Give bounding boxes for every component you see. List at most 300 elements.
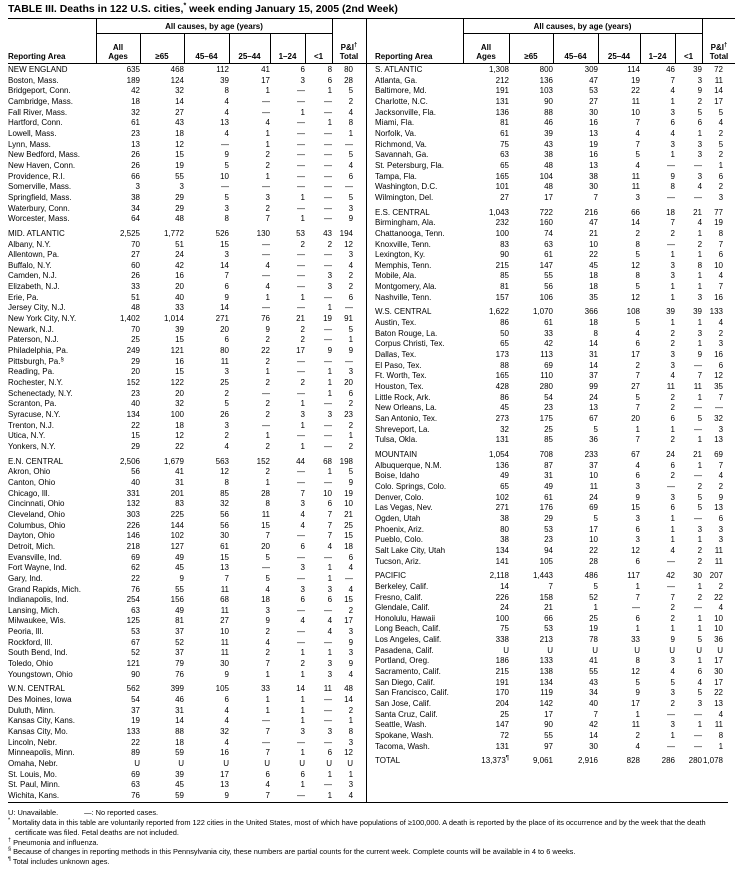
reporting-area-cell: Albany, N.Y. bbox=[8, 239, 51, 249]
value-cell: 38 bbox=[589, 171, 598, 181]
value-cell: 10 bbox=[714, 613, 724, 623]
value-cell: 6 bbox=[670, 118, 675, 128]
reporting-area-cell: Providence, R.I. bbox=[8, 171, 65, 181]
footnote-section bbox=[8, 847, 728, 857]
value-cell: 20 bbox=[175, 388, 184, 398]
value-cell: 3 bbox=[224, 420, 229, 430]
value-cell: 6 bbox=[670, 414, 675, 423]
value-cell: 11 bbox=[714, 75, 724, 85]
value-cell: 67 bbox=[631, 449, 640, 459]
value-cell: 11 bbox=[323, 684, 333, 694]
reporting-area-cell: Kansas City, Mo. bbox=[8, 727, 68, 737]
value-cell: 16 bbox=[220, 748, 229, 758]
value-cell: 61 bbox=[544, 250, 553, 260]
value-cell: 24 bbox=[589, 392, 598, 402]
value-cell: — bbox=[324, 96, 333, 106]
value-cell: 141 bbox=[495, 556, 509, 566]
all-ages-line2: Ages bbox=[476, 52, 496, 61]
value-cell: 32 bbox=[175, 86, 184, 96]
reporting-area-cell: New Bedford, Mass. bbox=[8, 150, 81, 160]
value-cell: 1 bbox=[327, 118, 333, 128]
value-cell: — bbox=[694, 603, 703, 613]
value-cell: 2 bbox=[670, 699, 675, 709]
value-cell: 11 bbox=[631, 96, 640, 106]
city-row bbox=[367, 425, 735, 436]
city-row bbox=[367, 118, 735, 129]
value-cell: 7 bbox=[670, 592, 675, 602]
value-cell: 43 bbox=[323, 228, 333, 238]
pi-label: P&I bbox=[340, 43, 355, 52]
value-cell: 1 bbox=[300, 669, 305, 679]
value-cell: 1 bbox=[348, 769, 354, 779]
value-cell: 23 bbox=[344, 410, 354, 419]
col-header-under-1: <1 bbox=[675, 34, 702, 64]
value-cell: 1 bbox=[327, 378, 333, 388]
city-row bbox=[367, 172, 735, 183]
city-row bbox=[367, 699, 735, 710]
value-cell: 28 bbox=[261, 488, 270, 498]
reporting-area-cell: Milwaukee, Wis. bbox=[8, 616, 66, 626]
value-cell: 3 bbox=[348, 203, 354, 213]
value-cell: 9 bbox=[179, 573, 184, 583]
value-cell: — bbox=[324, 260, 333, 270]
city-row bbox=[8, 695, 366, 706]
value-cell: 127 bbox=[170, 541, 184, 551]
city-row bbox=[367, 350, 735, 361]
value-cell: — bbox=[324, 477, 333, 487]
value-cell: — bbox=[297, 260, 305, 270]
reporting-area-cell: Charlotte, N.C. bbox=[375, 96, 428, 106]
value-cell: 76 bbox=[175, 669, 184, 679]
value-cell: 25 bbox=[344, 520, 354, 530]
footnote-pilcrow bbox=[8, 857, 728, 867]
col-header-all-ages bbox=[463, 34, 509, 64]
value-cell: 69 bbox=[714, 449, 724, 459]
value-cell: 31 bbox=[589, 350, 598, 360]
city-row bbox=[367, 435, 735, 446]
value-cell: 8 bbox=[348, 727, 354, 737]
value-cell: 5 bbox=[697, 414, 703, 423]
value-cell: 100 bbox=[495, 228, 509, 238]
city-row bbox=[367, 140, 735, 151]
value-cell: 1 bbox=[697, 581, 703, 591]
value-cell: 5 bbox=[265, 573, 270, 583]
value-cell: 14 bbox=[714, 86, 724, 96]
reporting-area-cell: Lansing, Mich. bbox=[8, 605, 60, 615]
value-cell: 1 bbox=[300, 292, 305, 302]
value-cell: 2 bbox=[265, 399, 270, 409]
value-cell: 3 bbox=[697, 171, 703, 181]
value-cell: 5 bbox=[697, 635, 703, 645]
value-cell: 18 bbox=[131, 96, 140, 106]
value-cell: 61 bbox=[220, 541, 229, 551]
reporting-area-cell: Elizabeth, N.J. bbox=[8, 282, 60, 292]
value-cell: 48 bbox=[544, 160, 553, 170]
value-cell: 273 bbox=[495, 414, 509, 423]
value-cell: 2 bbox=[718, 150, 724, 160]
value-cell: 15 bbox=[175, 335, 184, 345]
value-cell: 271 bbox=[495, 503, 509, 513]
value-cell: 52 bbox=[131, 648, 140, 658]
value-cell: 41 bbox=[589, 656, 598, 666]
value-cell: 40 bbox=[131, 399, 140, 409]
value-cell: 15 bbox=[175, 150, 184, 160]
value-cell: 46 bbox=[666, 65, 675, 74]
footnote-dagger bbox=[8, 838, 728, 848]
legend-no-cases: —: No reported cases. bbox=[84, 807, 159, 817]
value-cell: 4 bbox=[697, 677, 703, 687]
value-cell: 38 bbox=[500, 535, 509, 545]
value-cell: 131 bbox=[495, 741, 509, 751]
reporting-area-cell: St. Louis, Mo. bbox=[8, 769, 57, 779]
value-cell: 19 bbox=[323, 314, 333, 324]
value-cell: 61 bbox=[500, 128, 509, 138]
city-row bbox=[367, 108, 735, 119]
value-cell: — bbox=[297, 203, 305, 213]
value-cell: — bbox=[324, 250, 333, 260]
value-cell: 56 bbox=[544, 282, 553, 292]
value-cell: 40 bbox=[131, 477, 140, 487]
value-cell: 2 bbox=[697, 545, 703, 555]
reporting-area-cell: St. Petersburg, Fla. bbox=[375, 160, 444, 170]
value-cell: — bbox=[262, 303, 270, 313]
value-cell: 3 bbox=[697, 139, 703, 149]
city-row bbox=[8, 648, 366, 659]
value-cell: 1 bbox=[697, 656, 703, 666]
value-cell: 1,308 bbox=[488, 65, 509, 74]
value-cell: 17 bbox=[714, 677, 724, 687]
value-cell: 4 bbox=[348, 107, 354, 117]
reporting-area-cell: Long Beach, Calif. bbox=[375, 624, 441, 634]
value-cell: — bbox=[262, 107, 270, 117]
value-cell: 22 bbox=[631, 86, 640, 96]
value-cell: 3 bbox=[718, 424, 724, 434]
value-cell: 146 bbox=[126, 531, 140, 541]
value-cell: 83 bbox=[500, 239, 509, 249]
value-cell: 80 bbox=[500, 524, 509, 534]
value-cell: 13 bbox=[220, 780, 229, 790]
value-cell: 3 bbox=[697, 292, 703, 302]
reporting-area-cell: Baton Rouge, La. bbox=[375, 328, 438, 338]
value-cell: — bbox=[694, 731, 703, 741]
value-cell: 3 bbox=[265, 192, 270, 202]
value-cell: 10 bbox=[323, 488, 333, 498]
value-cell: 39 bbox=[175, 324, 184, 334]
value-cell: 25 bbox=[589, 613, 598, 623]
reporting-area-cell: Miami, Fla. bbox=[375, 118, 415, 128]
value-cell: 2 bbox=[300, 324, 305, 334]
city-row bbox=[367, 229, 735, 240]
value-cell: 2,506 bbox=[119, 456, 140, 466]
value-cell: 48 bbox=[344, 684, 354, 694]
value-cell: 286 bbox=[661, 756, 675, 766]
region-row bbox=[367, 567, 735, 582]
footnote-text: Because of changes in reporting methods in this Pennsylvania city, these numbers are partial counts for the current week. Complete counts will be available in 4 to 6 weeks. bbox=[13, 847, 576, 857]
reporting-area-cell: Trenton, N.J. bbox=[8, 420, 54, 430]
city-row bbox=[8, 76, 366, 87]
value-cell: 1 bbox=[327, 303, 333, 313]
value-cell: 1 bbox=[697, 613, 703, 623]
value-cell: 11 bbox=[220, 356, 229, 366]
reporting-area-cell: Chicago, Ill. bbox=[8, 488, 50, 498]
value-cell: 1,078 bbox=[702, 756, 724, 766]
value-cell: 12 bbox=[631, 545, 640, 555]
value-cell: 1 bbox=[327, 563, 333, 573]
title-text-continued: week ending January 15, 2005 (2nd Week) bbox=[186, 3, 398, 15]
reporting-area-cell: Tulsa, Okla. bbox=[375, 435, 418, 445]
right-table bbox=[367, 18, 735, 767]
reporting-area-cell: Waterbury, Conn. bbox=[8, 203, 70, 213]
value-cell: 9 bbox=[670, 635, 675, 645]
value-cell: 176 bbox=[539, 503, 553, 513]
value-cell: 102 bbox=[495, 492, 509, 502]
value-cell: 20 bbox=[175, 282, 184, 292]
value-cell: 204 bbox=[495, 699, 509, 709]
value-cell: 11 bbox=[714, 545, 724, 555]
value-cell: 4 bbox=[300, 509, 305, 519]
value-cell: 66 bbox=[131, 171, 140, 181]
value-cell: 49 bbox=[175, 605, 184, 615]
value-cell: 78 bbox=[589, 635, 598, 645]
value-cell: 13 bbox=[589, 128, 598, 138]
value-cell: U bbox=[669, 645, 675, 655]
value-cell: 3 bbox=[327, 271, 333, 281]
value-cell: 1 bbox=[697, 318, 703, 328]
value-cell: 12 bbox=[631, 260, 640, 270]
value-cell: — bbox=[694, 741, 703, 751]
value-cell: 9 bbox=[697, 86, 703, 96]
reporting-area-cell: Paterson, N.J. bbox=[8, 335, 59, 345]
city-row bbox=[8, 478, 366, 489]
value-cell: U bbox=[326, 759, 333, 768]
footnote-marker: § bbox=[8, 846, 12, 853]
reporting-area-cell: Fall River, Mass. bbox=[8, 107, 68, 117]
value-cell: 3 bbox=[697, 75, 703, 85]
value-cell: 4 bbox=[224, 128, 229, 138]
city-row bbox=[8, 204, 366, 215]
city-row bbox=[367, 635, 735, 646]
value-cell: — bbox=[694, 471, 703, 481]
value-cell: 8 bbox=[635, 239, 640, 249]
reporting-area-cell: Fresno, Calif. bbox=[375, 592, 423, 602]
value-cell: 114 bbox=[627, 65, 640, 74]
value-cell: 53 bbox=[589, 86, 598, 96]
value-cell: 2 bbox=[348, 705, 354, 715]
value-cell: 2 bbox=[670, 228, 675, 238]
city-row bbox=[8, 553, 366, 564]
reporting-area-cell: Kansas City, Kans. bbox=[8, 716, 75, 726]
col-header-reporting-area: Reporting Area bbox=[8, 19, 96, 64]
value-cell: 87 bbox=[544, 460, 553, 470]
value-cell: 134 bbox=[539, 677, 553, 687]
value-cell: 69 bbox=[544, 360, 553, 370]
value-cell: 85 bbox=[500, 271, 509, 281]
value-cell: 2 bbox=[265, 627, 270, 637]
value-cell: 42 bbox=[589, 720, 598, 730]
value-cell: 5 bbox=[635, 150, 640, 160]
value-cell: 15 bbox=[175, 367, 184, 377]
value-cell: 4 bbox=[348, 790, 354, 800]
value-cell: 46 bbox=[175, 695, 184, 705]
value-cell: 8 bbox=[265, 499, 270, 509]
value-cell: 15 bbox=[344, 531, 354, 541]
city-row bbox=[8, 421, 366, 432]
reporting-area-cell: Yonkers, N.Y. bbox=[8, 441, 56, 451]
value-cell: 5 bbox=[635, 392, 640, 402]
page-title bbox=[8, 3, 728, 15]
value-cell: — bbox=[297, 282, 305, 292]
value-cell: 29 bbox=[175, 203, 184, 213]
value-cell: 526 bbox=[215, 228, 229, 238]
city-row bbox=[367, 282, 735, 293]
reporting-area-cell: W.S. CENTRAL bbox=[375, 307, 432, 317]
value-cell: 160 bbox=[539, 218, 553, 228]
value-cell: 5 bbox=[697, 503, 703, 513]
city-row bbox=[8, 303, 366, 314]
city-row bbox=[8, 442, 366, 453]
value-cell: 13 bbox=[714, 503, 724, 513]
city-row bbox=[8, 431, 366, 442]
value-cell: 17 bbox=[344, 616, 354, 626]
value-cell: 2 bbox=[670, 403, 675, 413]
value-cell: 62 bbox=[131, 563, 140, 573]
value-cell: — bbox=[297, 637, 305, 647]
value-cell: 22 bbox=[131, 737, 140, 747]
value-cell: 249 bbox=[126, 346, 140, 356]
reporting-area-cell: Newark, N.J. bbox=[8, 324, 54, 334]
value-cell: 39 bbox=[693, 65, 703, 74]
value-cell: 4 bbox=[265, 260, 270, 270]
reporting-area-cell: Lexington, Ky. bbox=[375, 250, 426, 260]
footnote-text: Mortality data in this table are voluntarily reported from 122 cities in the United States, most of which have populations of ≥100,000. A death is reported by the place of its occurrence and by the week that the death certificate was filed. Fetal deaths are not included. bbox=[12, 818, 706, 838]
value-cell: 47 bbox=[589, 75, 598, 85]
value-cell: 232 bbox=[495, 218, 509, 228]
value-cell: U bbox=[223, 759, 229, 768]
value-cell: 83 bbox=[175, 499, 184, 509]
value-cell: 225 bbox=[170, 509, 184, 519]
value-cell: 1 bbox=[670, 731, 675, 741]
col-header-ge65: ≥65 bbox=[140, 34, 184, 64]
value-cell: 33 bbox=[631, 635, 640, 645]
value-cell: — bbox=[324, 552, 333, 562]
value-cell: — bbox=[324, 324, 333, 334]
value-cell: 11 bbox=[631, 171, 640, 181]
value-cell: 2,916 bbox=[577, 756, 598, 766]
value-cell: 1 bbox=[300, 716, 305, 726]
value-cell: 65 bbox=[500, 160, 509, 170]
city-row bbox=[367, 624, 735, 635]
value-cell: 19 bbox=[631, 75, 640, 85]
reporting-area-cell: San Diego, Calif. bbox=[375, 677, 436, 687]
value-cell: 5 bbox=[348, 467, 354, 477]
value-cell: 7 bbox=[635, 435, 640, 445]
value-cell: U bbox=[547, 645, 553, 655]
reporting-area-cell: Indianapolis, Ind. bbox=[8, 595, 69, 605]
value-cell: — bbox=[324, 705, 333, 715]
value-cell: 3 bbox=[348, 737, 354, 747]
value-cell: — bbox=[324, 431, 333, 441]
city-row bbox=[367, 261, 735, 272]
value-cell: — bbox=[262, 250, 270, 260]
city-row bbox=[8, 378, 366, 389]
value-cell: 22 bbox=[131, 573, 140, 583]
value-cell: 3 bbox=[635, 513, 640, 523]
value-cell: 7 bbox=[265, 214, 270, 224]
value-cell: 3 bbox=[670, 656, 675, 666]
value-cell: 59 bbox=[175, 790, 184, 800]
value-cell: 3 bbox=[327, 727, 333, 737]
value-cell: 53 bbox=[296, 228, 305, 238]
value-cell: 157 bbox=[495, 292, 509, 302]
value-cell: 17 bbox=[631, 350, 640, 360]
value-cell: 22 bbox=[714, 592, 724, 602]
reporting-area-cell: Birmingham, Ala. bbox=[375, 218, 436, 228]
reporting-area-cell: Omaha, Nebr. bbox=[8, 759, 58, 768]
value-cell: 3 bbox=[697, 150, 703, 160]
value-cell: 10 bbox=[714, 624, 724, 634]
value-cell: 8 bbox=[327, 65, 333, 74]
city-row bbox=[8, 759, 366, 770]
region-row bbox=[367, 446, 735, 461]
value-cell: 7 bbox=[265, 727, 270, 737]
value-cell: 15 bbox=[220, 552, 229, 562]
reporting-area-cell: Canton, Ohio bbox=[8, 477, 56, 487]
city-row bbox=[367, 361, 735, 372]
value-cell: 54 bbox=[131, 695, 140, 705]
reporting-area-cell: Bridgeport, Conn. bbox=[8, 86, 71, 96]
city-row bbox=[8, 346, 366, 357]
value-cell: 105 bbox=[215, 684, 229, 694]
reporting-area-cell: Savannah, Ga. bbox=[375, 150, 429, 160]
value-cell: 4 bbox=[265, 637, 270, 647]
value-cell: 61 bbox=[544, 318, 553, 328]
value-cell: 53 bbox=[544, 624, 553, 634]
value-cell: 8 bbox=[635, 656, 640, 666]
value-cell: 1 bbox=[670, 250, 675, 260]
value-cell: 5 bbox=[635, 318, 640, 328]
value-cell: 6 bbox=[635, 339, 640, 349]
city-row bbox=[367, 514, 735, 525]
value-cell: 9 bbox=[265, 616, 270, 626]
city-row bbox=[367, 382, 735, 393]
value-cell: 70 bbox=[131, 239, 140, 249]
value-cell: 7 bbox=[327, 520, 333, 530]
reporting-area-cell: Spokane, Wash. bbox=[375, 731, 434, 741]
reporting-area-cell: Austin, Tex. bbox=[375, 318, 417, 328]
reporting-area-cell: Boise, Idaho bbox=[375, 471, 420, 481]
value-cell: 10 bbox=[631, 107, 640, 117]
reporting-area-cell: W.N. CENTRAL bbox=[8, 684, 65, 694]
value-cell: 1 bbox=[300, 780, 305, 790]
value-cell: — bbox=[262, 737, 270, 747]
value-cell: 6 bbox=[348, 171, 354, 181]
reporting-area-cell: Colo. Springs, Colo. bbox=[375, 481, 447, 491]
city-row bbox=[8, 193, 366, 204]
value-cell: 4 bbox=[327, 541, 333, 551]
value-cell: 1 bbox=[300, 107, 305, 117]
value-cell: 3 bbox=[224, 250, 229, 260]
value-cell: 43 bbox=[175, 118, 184, 128]
value-cell: 170 bbox=[495, 688, 509, 698]
value-cell: 8 bbox=[697, 260, 703, 270]
value-cell: 94 bbox=[544, 545, 553, 555]
city-row bbox=[8, 129, 366, 140]
value-cell: 2 bbox=[348, 282, 354, 292]
value-cell: 45 bbox=[589, 260, 598, 270]
value-cell: 3 bbox=[697, 524, 703, 534]
city-row bbox=[367, 582, 735, 593]
value-cell: 66 bbox=[631, 207, 640, 217]
